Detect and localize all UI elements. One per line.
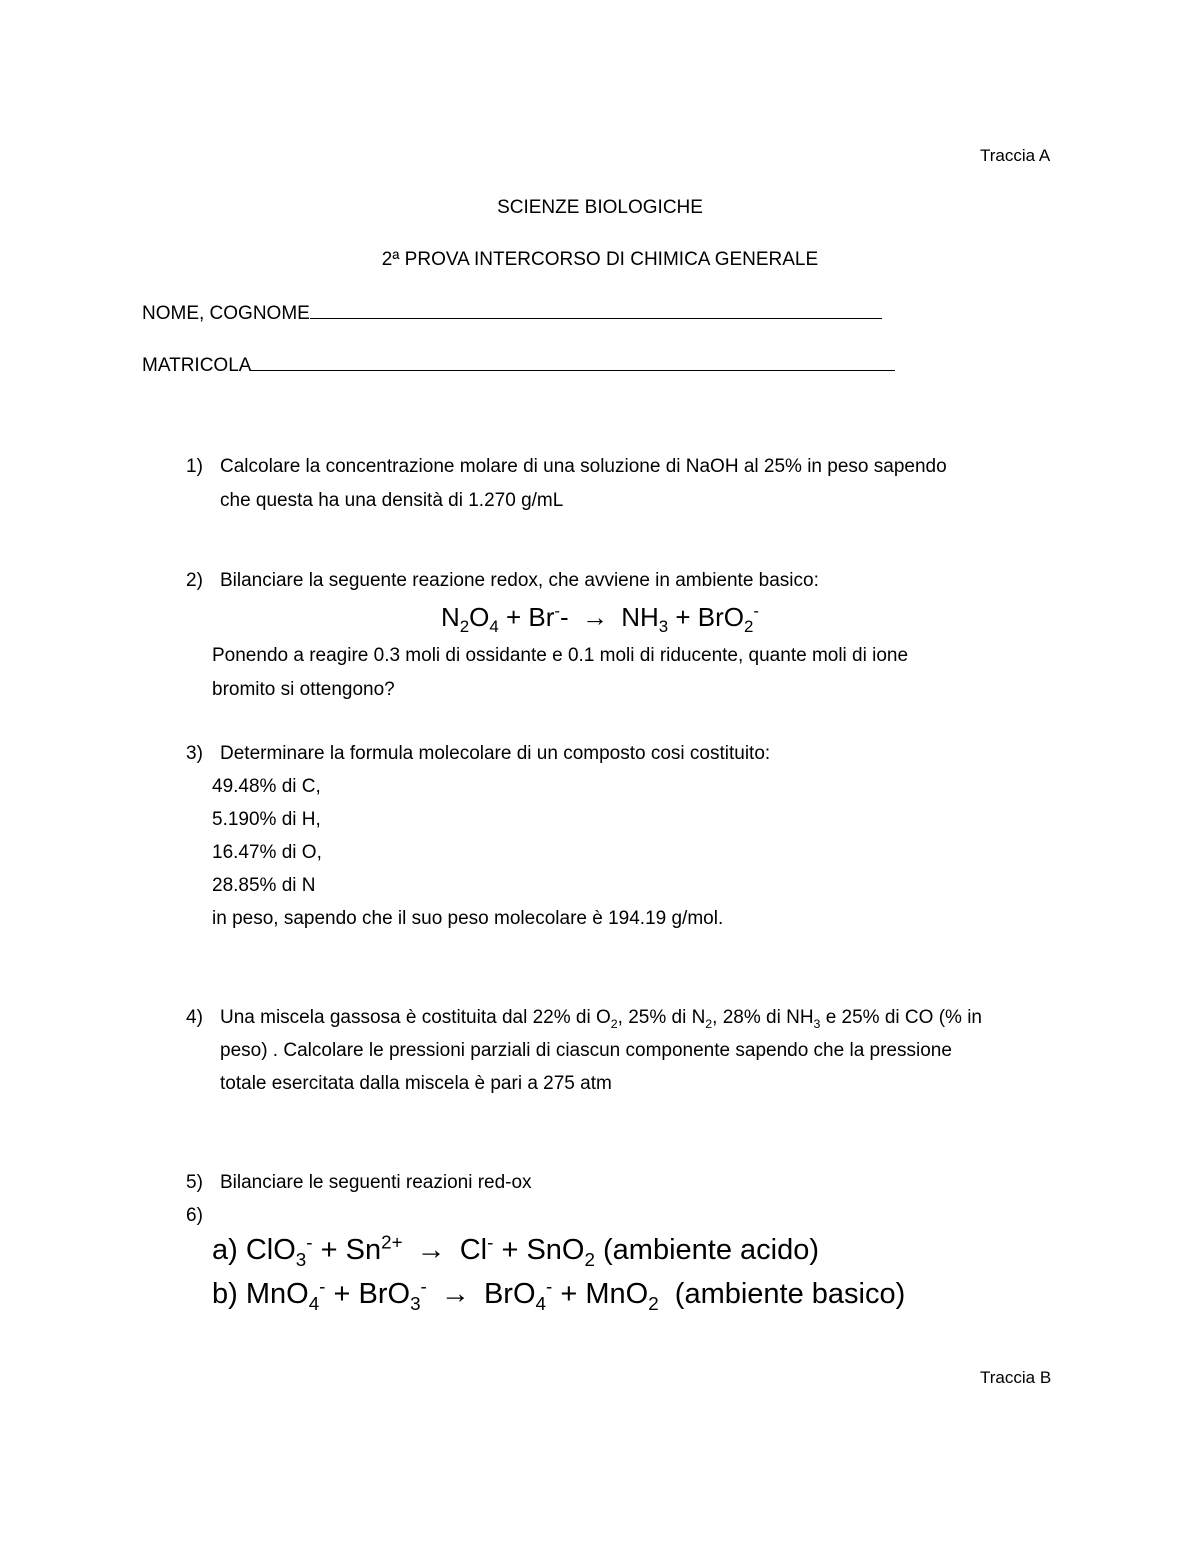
id-label: MATRICOLA: [142, 355, 252, 376]
question-1-line-2: che questa ha una densità di 1.270 g/mL: [220, 490, 564, 511]
composition-item: 49.48% di C,: [212, 776, 321, 797]
question-4-line-2: peso) . Calcolare le pressioni parziali di ciascun componente sapendo che la pressione: [220, 1040, 952, 1061]
question-text: Una miscela gassosa è costituita dal 22% di $O_2$, 25% di $N_2$, 28% di $NH_3$ e 25% di CO (% in: [220, 1007, 982, 1031]
question-1: [186, 456, 947, 478]
reaction-arrow-icon: →: [440, 1278, 470, 1310]
composition-item: 5.190% di H,: [212, 809, 321, 830]
question-4-line-3: totale esercitata dalla miscela è pari a 275 atm: [220, 1073, 612, 1094]
name-fill-line[interactable]: [310, 300, 882, 319]
question-text: Bilanciare la seguente reazione redox, che avviene in ambiente basico:: [220, 570, 819, 591]
question-number: 3): [186, 743, 203, 764]
reaction-arrow-icon: →: [581, 602, 608, 632]
name-label: NOME, COGNOME: [142, 303, 310, 324]
id-fill-line[interactable]: [251, 352, 895, 371]
reaction-a: a) $ClO_3^- + Sn^{2+} \to Cl^- + SnO_2$ (ambiente acido): [212, 1231, 820, 1270]
question-text: Bilanciare le seguenti reazioni red-ox: [220, 1172, 532, 1193]
question-number: 1): [186, 456, 203, 477]
question-2-line-2: Ponendo a reagire 0.3 moli di ossidante e 0.1 moli di riducente, quante moli di ione: [212, 645, 909, 666]
traccia-a-label: Traccia A: [980, 146, 1051, 165]
traccia-b-label: Traccia B: [980, 1368, 1052, 1387]
exam-title: 2ª PROVA INTERCORSO DI CHIMICA GENERALE: [381, 249, 819, 270]
question-5: [186, 1172, 532, 1194]
question-number: 5): [186, 1172, 203, 1193]
question-2: [186, 570, 819, 592]
question-number: 6): [186, 1205, 203, 1226]
id-field[interactable]: [142, 352, 895, 377]
department-title: SCIENZE BIOLOGICHE: [497, 197, 703, 218]
question-text: Calcolare la concentrazione molare di una soluzione di NaOH al 25% in peso sapendo: [220, 456, 947, 477]
question-text: Determinare la formula molecolare di un composto cosi costituito:: [220, 743, 771, 764]
composition-item: 28.85% di N: [212, 875, 316, 896]
question-2-line-3: bromito si ottengono?: [212, 679, 395, 700]
question-6: [186, 1205, 220, 1227]
name-field[interactable]: [142, 300, 882, 325]
reaction-b: b) MnO$_4$- + BrO$_3$- → BrO$_4$- + MnO$_2$ (ambiente basico): [212, 1275, 906, 1314]
redox-equation: $N_2O_4 + Br^-- \to NH_3 + BrO_2^-$: [440, 601, 760, 637]
question-number: 2): [186, 570, 203, 591]
question-4: [186, 1007, 982, 1029]
composition-item: 16.47% di O,: [212, 842, 322, 863]
question-number: 4): [186, 1007, 203, 1028]
question-3: [186, 743, 770, 765]
question-3-outro: in peso, sapendo che il suo peso molecolare è 194.19 g/mol.: [212, 908, 724, 929]
reaction-arrow-icon: →: [416, 1234, 446, 1266]
